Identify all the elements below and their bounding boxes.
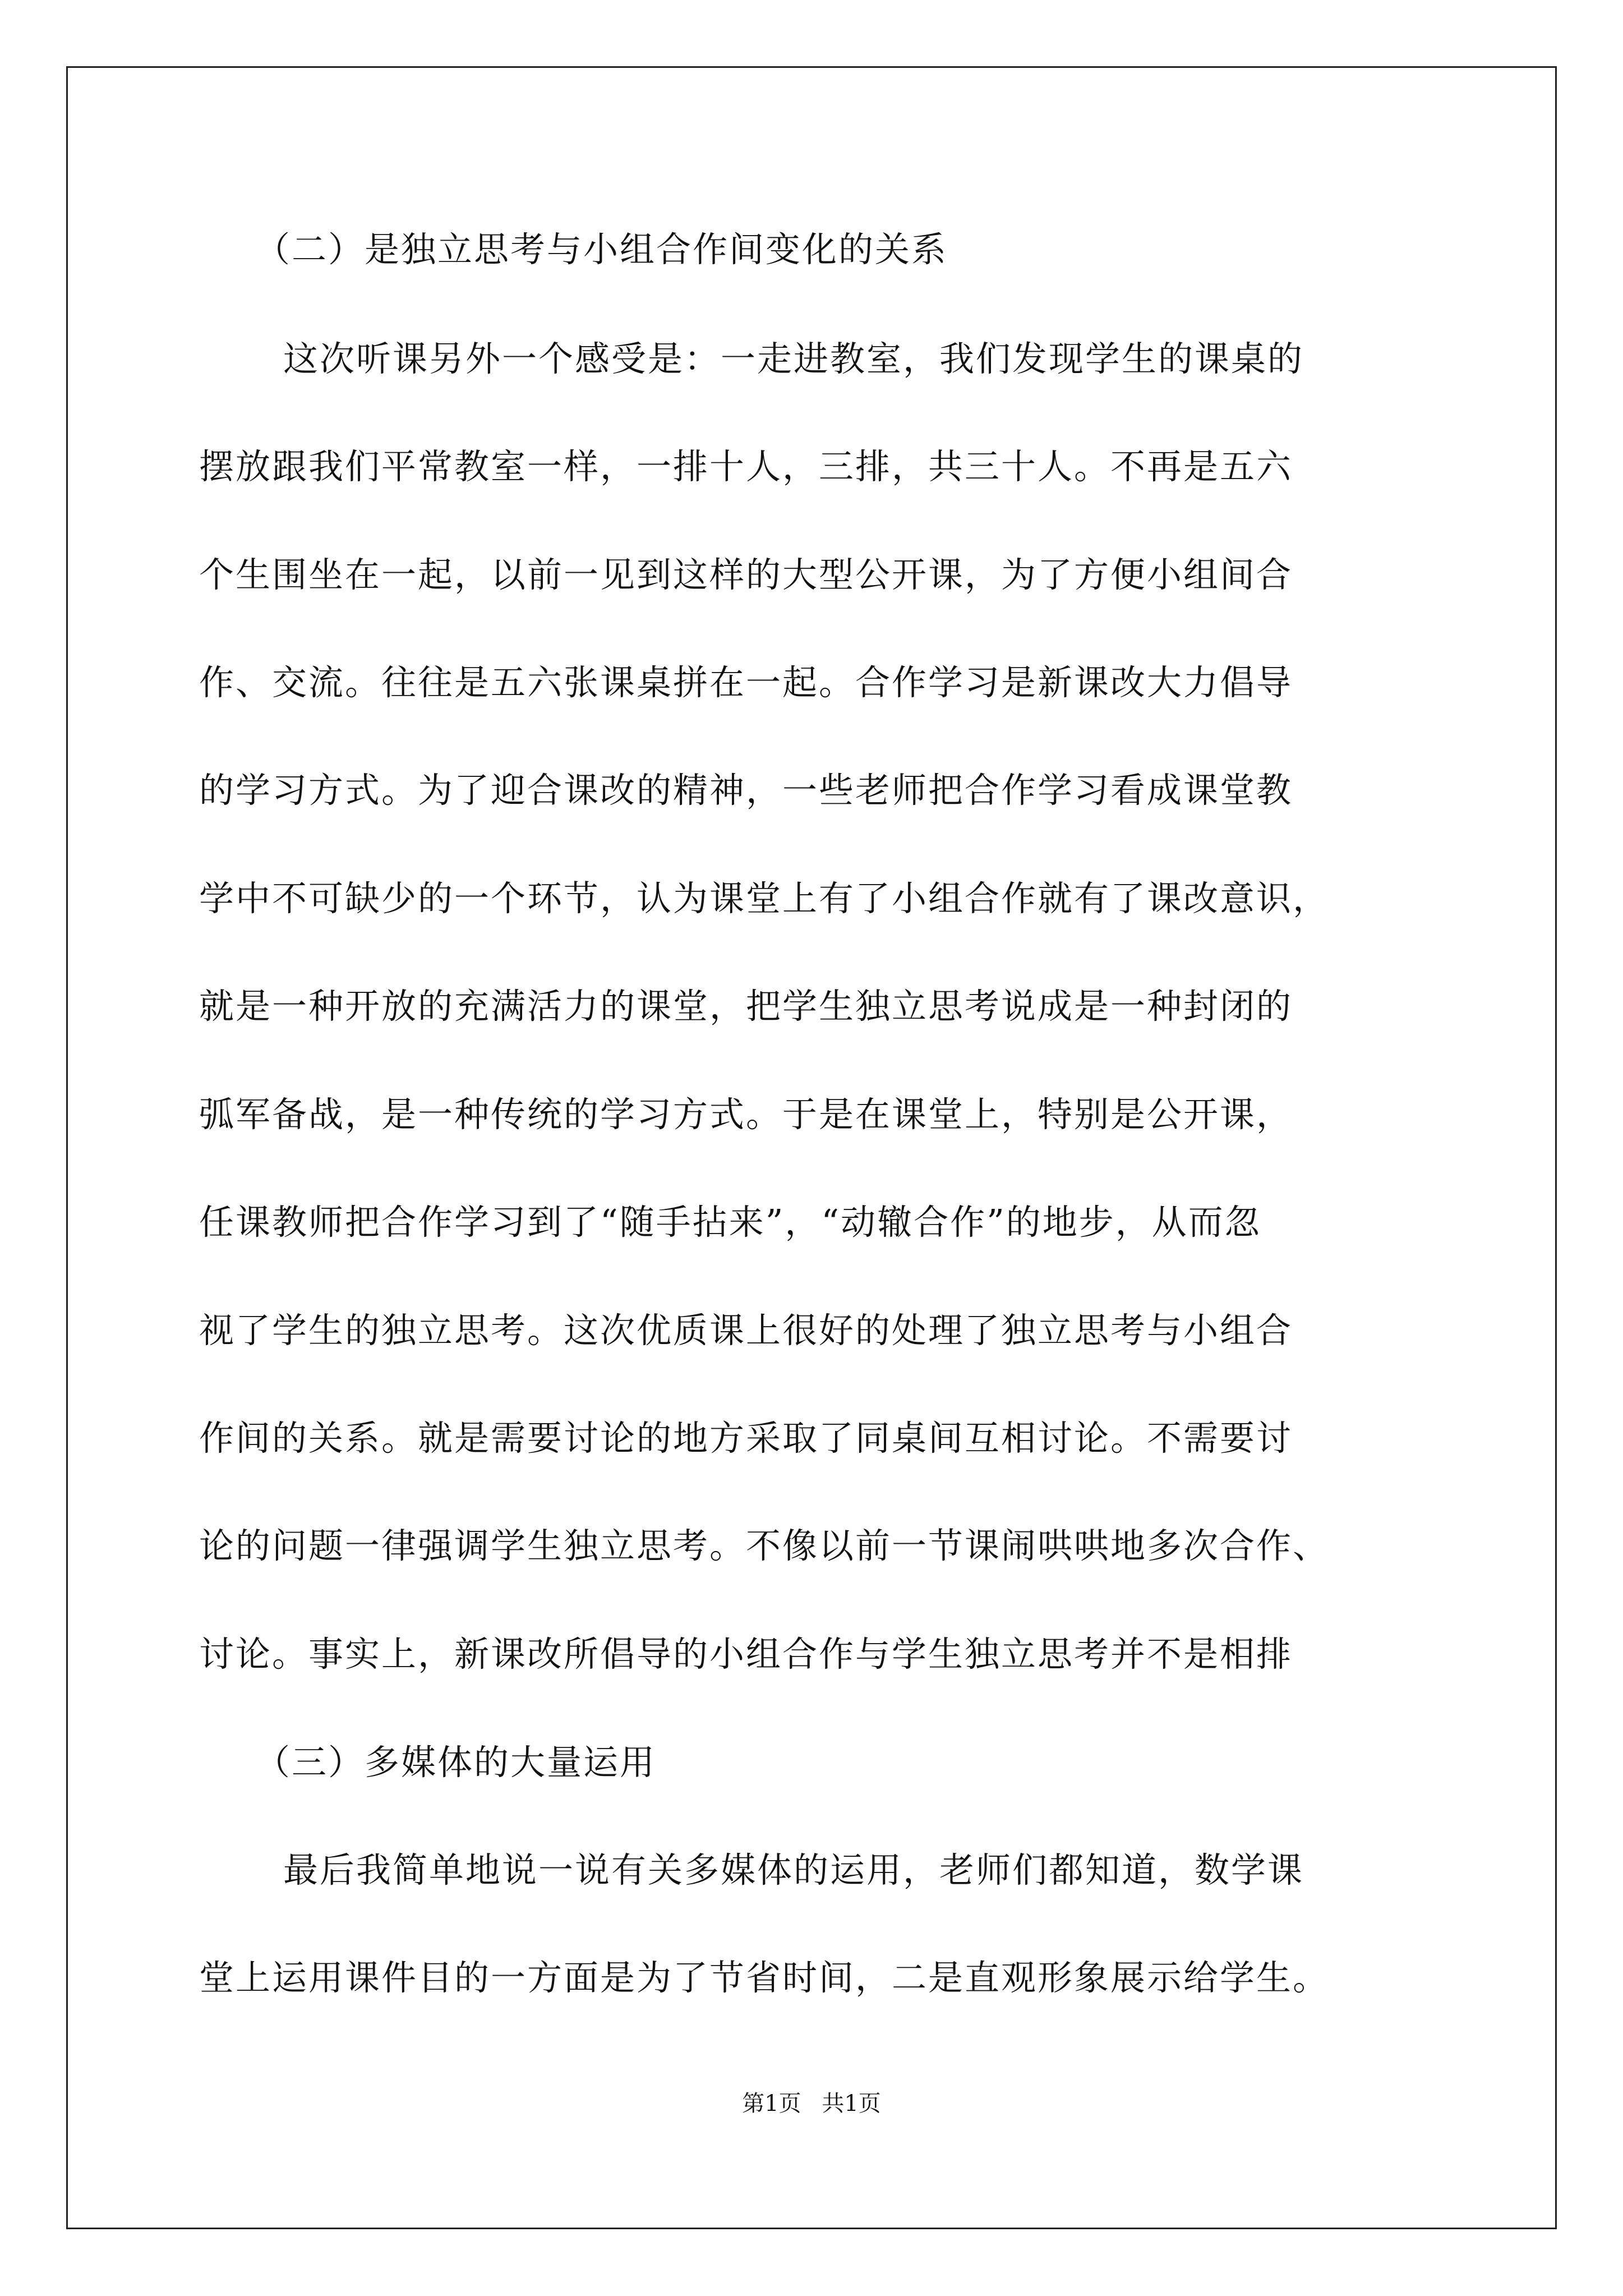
body-line: 的学习方式。为了迎合课改的精神，一些老师把合作学习看成课堂教 [199,770,1293,811]
page-footer [0,2090,1623,2118]
body-line: 弧军备战，是一种传统的学习方式。于是在课堂上，特别是公开课， [199,1094,1293,1135]
body-line: 论的问题一律强调学生独立思考。不像以前一节课闹哄哄地多次合作、 [199,1525,1330,1566]
body-line: 堂上运用课件目的一方面是为了节省时间，二是直观形象展示给学生。 [199,1957,1330,1998]
body-line: 视了学生的独立思考。这次优质课上很好的处理了独立思考与小组合 [199,1310,1293,1351]
page-total: 共1页 [822,2091,881,2116]
section-heading-2: （二）是独立思考与小组合作间变化的关系 [255,229,948,270]
page-number: 第1页 [742,2091,801,2116]
section-heading-3: （三）多媒体的大量运用 [255,1742,657,1783]
body-line: 摆放跟我们平常教室一样，一排十人，三排，共三十人。不再是五六 [199,446,1293,487]
body-line: 个生围坐在一起，以前一见到这样的大型公开课，为了方便小组间合 [199,554,1293,595]
page-border [66,66,1557,2229]
body-line: 作间的关系。就是需要讨论的地方采取了同桌间互相讨论。不需要讨 [199,1418,1293,1458]
body-line: 就是一种开放的充满活力的课堂，把学生独立思考说成是一种封闭的 [199,986,1293,1027]
body-line: 最后我简单地说一说有关多媒体的运用，老师们都知道，数学课 [283,1849,1304,1890]
body-line: 学中不可缺少的一个环节，认为课堂上有了小组合作就有了课改意识， [199,878,1330,919]
body-line: 任课教师把合作学习到了“随手拈来”，“动辙合作”的地步，从而忽 [199,1202,1261,1243]
body-line: 这次听课另外一个感受是：一走进教室，我们发现学生的课桌的 [283,338,1304,379]
body-line: 讨论。事实上，新课改所倡导的小组合作与学生独立思考并不是相排 [199,1634,1293,1674]
body-line: 作、交流。往往是五六张课桌拼在一起。合作学习是新课改大力倡导 [199,662,1293,703]
